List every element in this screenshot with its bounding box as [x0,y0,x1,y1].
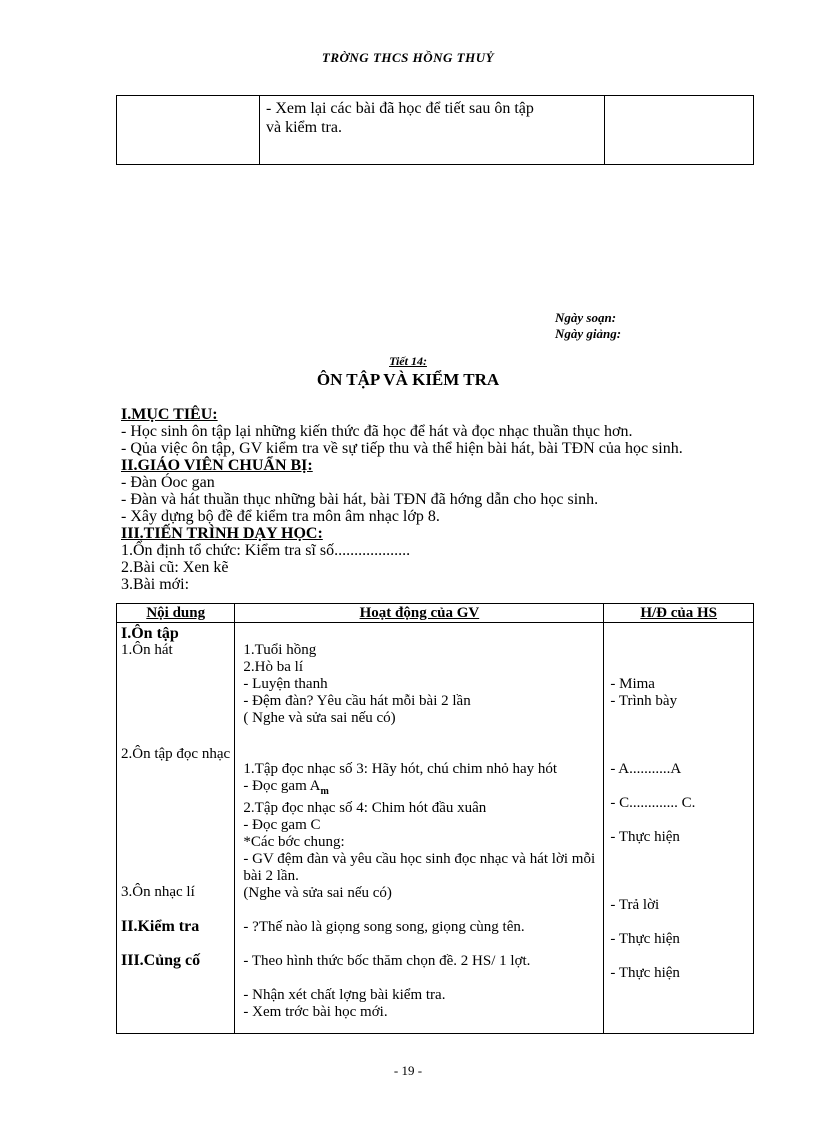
header-content: Nội dung [117,604,235,623]
student-line: - Mima [610,676,655,692]
dates-block [555,310,621,342]
section-objectives-heading: I.MỤC TIÊU: [121,406,218,423]
student-line: - Trình bày [610,693,678,709]
content-cell [117,623,235,1034]
date-prepare: Ngày soạn: [555,310,617,325]
teacher-line: - Đệm đàn? Yêu cầu hát mỗi bài 2 lần [243,693,471,709]
objective-line: - Qủa việc ôn tập, GV kiểm tra về sự tiếp thu và thể hiện bài hát, bài TĐN của học sinh. [121,440,683,457]
lesson-number: Tiết 14: [389,354,427,368]
table-row [117,623,754,1034]
process-line: 2.Bài cũ: Xen kẽ [121,559,229,576]
section-preparation-heading: II.GIÁO VIÊN CHUẨN BỊ: [121,457,313,474]
part-review-title: I.Ôn tập [121,625,179,642]
teacher-line: - Theo hình thức bốc thăm chọn đề. 2 HS/ 1 lợt. [243,953,531,969]
process-line: 1.Ổn định tổ chức: Kiểm tra sĩ số................... [121,542,411,559]
lesson-table-header [117,604,754,623]
section-process-heading: III.TIẾN TRÌNH DẠY HỌC: [121,525,323,542]
teacher-line: 1.Tập đọc nhạc số 3: Hãy hót, chú chim nhỏ hay hót [243,761,558,777]
teacher-line: *Các bớc chung: [243,834,345,850]
process-line: 3.Bài mới: [121,576,190,593]
part-review-theory: 3.Ôn nhạc lí [121,884,195,900]
preparation-line: - Đàn Óoc gan [121,474,215,491]
top-table-cell-2 [260,96,605,165]
page-number: - 19 - [393,1063,423,1078]
top-table-text-1: - Xem lại các bài đã học để tiết sau ôn tập [266,100,534,117]
student-cell [604,623,754,1034]
part-consolidate-title: III.Củng cố [121,952,201,969]
date-teach: Ngày giảng: [555,326,622,341]
teacher-line: - Luyện thanh [243,676,328,692]
teacher-line: - Xem trớc bài học mới. [243,1004,388,1020]
student-line: - A...........A [610,761,682,777]
student-line: - Trả lời [610,897,660,913]
student-line: - Thực hiện [610,829,680,845]
teacher-line: - GV đệm đàn và yêu cầu học sinh đọc nhạc và hát lời mỗi bài 2 lần. [243,851,596,884]
teacher-line-subscript: m [320,786,329,797]
teacher-cell [235,623,604,1034]
teacher-line: 1.Tuổi hồng [243,642,317,658]
teacher-line: 2.Hò ba lí [243,659,303,675]
top-table-cell-1 [117,96,260,165]
preparation-line: - Xây dựng bộ đề để kiểm tra môn âm nhạc lớp 8. [121,508,440,525]
student-line: - Thực hiện [610,965,680,981]
teacher-line: ( Nghe và sửa sai nếu có) [243,710,396,726]
top-table-text-2: và kiểm tra. [266,119,342,136]
student-line: - C............. C. [610,795,696,811]
lesson-title: ÔN TẬP VÀ KIỂM TRA [316,370,500,389]
part-review-reading: 2.Ôn tập đọc nhạc [121,746,231,762]
part-test-title: II.Kiểm tra [121,918,200,935]
teacher-line: 2.Tập đọc nhạc số 4: Chim hót đầu xuân [243,800,487,816]
part-review-singing: 1.Ôn hát [121,642,173,658]
header-student: H/Đ của HS [604,604,754,623]
top-table [116,95,754,165]
teacher-line: - Nhận xét chất lợng bài kiểm tra. [243,987,446,1003]
teacher-line: - Đọc gam $A_m$ [243,778,329,797]
lesson-body [121,406,761,593]
school-header: TRỜNG THCS HỒNG THUỶ [321,50,495,65]
teacher-line: - ?Thế nào là giọng song song, giọng cùng tên. [243,919,525,935]
student-line: - Thực hiện [610,931,680,947]
teacher-line: (Nghe và sửa sai nếu có) [243,885,392,901]
teacher-line: - Đọc gam C [243,817,321,833]
objective-line: - Học sinh ôn tập lại những kiến thức đã học để hát và đọc nhạc thuần thục hơn. [121,423,633,440]
lesson-table [116,603,754,1034]
preparation-line: - Đàn và hát thuần thục những bài hát, bài TĐN đã hớng dẫn cho học sinh. [121,491,599,508]
header-teacher: Hoạt động của GV [235,604,604,623]
top-table-cell-3 [605,96,754,165]
